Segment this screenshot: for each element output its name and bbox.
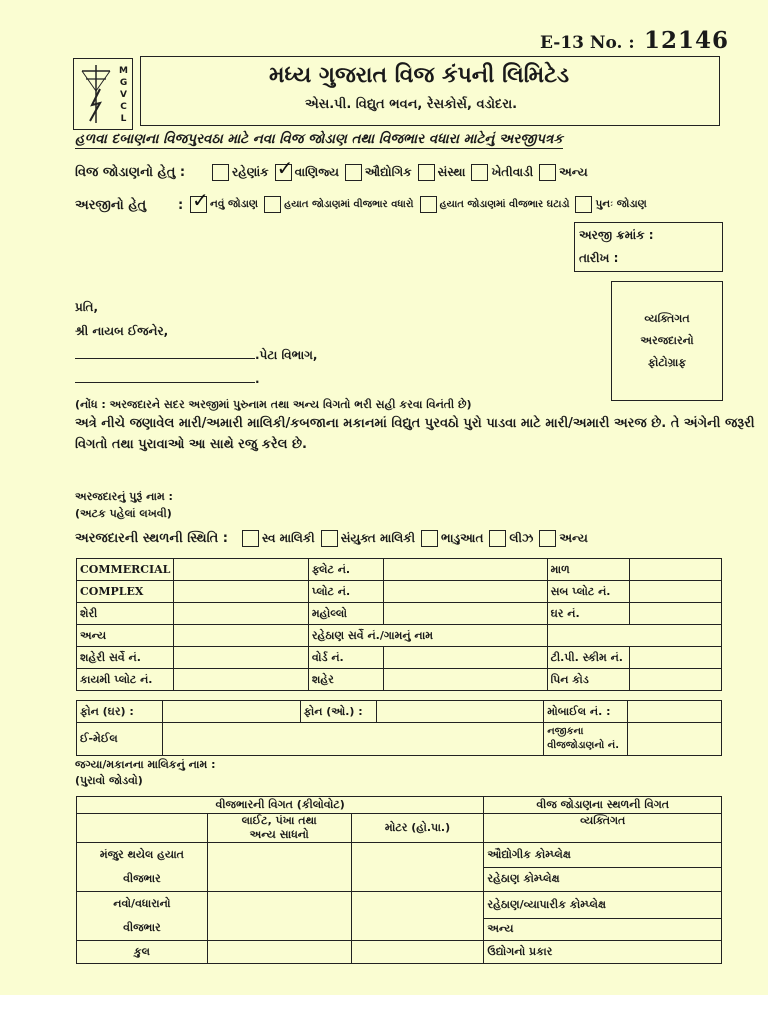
checkbox[interactable] — [418, 164, 435, 181]
application-number-label: અરજી ક્રમાંક : — [579, 228, 654, 242]
officer-label: શ્રી નાયબ ઈજનેર, — [75, 324, 169, 338]
application-purpose-options — [190, 196, 653, 213]
table-cell-label: વોર્ડ નં. — [308, 647, 383, 669]
new-light-input[interactable] — [207, 892, 351, 941]
table-row — [77, 892, 722, 919]
application-date-label: તારીખ : — [579, 251, 619, 265]
table-cell-input[interactable] — [383, 581, 547, 603]
table-cell-empty — [77, 814, 208, 843]
table-cell-input[interactable] — [383, 603, 547, 625]
email-label: ઈ-મેઈલ — [77, 723, 163, 756]
table-cell-input[interactable] — [174, 625, 308, 647]
load-details-table — [76, 796, 722, 964]
table-cell-label: ઘર નં. — [547, 603, 630, 625]
total-motor-input[interactable] — [351, 941, 484, 964]
new-motor-input[interactable] — [351, 892, 484, 941]
address-extra-line — [75, 368, 260, 387]
company-address: એસ.પી. વિદ્યુત ભવન, રેસકોર્સ, વડોદરા. — [305, 97, 518, 112]
checkbox-checked[interactable] — [275, 164, 292, 181]
industry-type[interactable]: ઉદ્યોગનો પ્રકાર — [484, 941, 722, 964]
table-cell-label: COMMERCIAL — [77, 559, 174, 581]
checkbox[interactable] — [489, 530, 506, 547]
form-number-label: E-13 No. : — [540, 33, 635, 53]
purpose-option-commercial[interactable]: ✓ વાણિજ્ય — [275, 164, 339, 181]
table-cell-input[interactable] — [630, 603, 722, 625]
table-row — [77, 701, 722, 723]
table-row — [77, 941, 722, 964]
existing-motor-input[interactable] — [351, 843, 484, 892]
status-option-own[interactable]: સ્વ માલિકી — [242, 530, 315, 547]
photo-box[interactable] — [611, 281, 723, 401]
phone-home-label: ફોન (ઘર) : — [77, 701, 163, 723]
light-fan-header: લાઈટ, પંખા તથા અન્ય સાધનો — [207, 814, 351, 843]
table-cell-label: શહેર — [308, 669, 383, 691]
request-line-1: અત્રે નીચે જણાવેલ મારી/અમારી માલિકી/કબજાના મકાનમાં વિદ્યુત પુરવઠો પુરો પાડવા માટે મારી/અમારી અરજ છે. તે અંગેની જરૂરી — [75, 416, 755, 431]
table-row — [77, 603, 722, 625]
email-input[interactable] — [162, 723, 543, 756]
purpose-option-industrial[interactable]: ઔદ્યોગિક — [345, 164, 412, 181]
application-option-new[interactable]: ✓ નવું જોડાણ — [190, 196, 258, 213]
site-details-header: વીજ જોડાણના સ્થળની વિગત — [484, 797, 722, 814]
status-option-tenant[interactable]: ભાડુઆત — [421, 530, 483, 547]
premises-status-options — [242, 530, 594, 547]
table-row — [77, 625, 722, 647]
table-cell-input[interactable] — [383, 559, 547, 581]
checkbox[interactable] — [420, 196, 437, 213]
checkbox[interactable] — [539, 164, 556, 181]
table-cell-label: ફ્લેટ નં. — [308, 559, 383, 581]
table-row — [77, 843, 722, 868]
purpose-option-residential[interactable]: રહેણાંક — [212, 164, 269, 181]
motor-hp-header: મોટર (હો.પા.) — [351, 814, 484, 843]
checkbox[interactable] — [321, 530, 338, 547]
table-row — [77, 581, 722, 603]
table-cell-input[interactable] — [174, 581, 308, 603]
table-cell-label: કાયમી પ્લોટ નં. — [77, 669, 174, 691]
checkbox[interactable] — [421, 530, 438, 547]
table-row — [77, 814, 722, 843]
table-cell-label: પિન કોડ — [547, 669, 630, 691]
table-cell-label: પ્લોટ નં. — [308, 581, 383, 603]
checkbox[interactable] — [471, 164, 488, 181]
connection-purpose-label: વિજ જોડાણનો હેતુ : — [75, 165, 186, 180]
application-number-box — [574, 222, 723, 272]
table-cell-input[interactable] — [630, 647, 722, 669]
site-industrial-complex[interactable]: ઔદ્યોગીક કોમ્પ્લેક્ષ — [484, 843, 722, 868]
table-row — [77, 723, 722, 756]
mgvcl-logo — [73, 58, 133, 130]
table-cell-label: મહોલ્લો — [308, 603, 383, 625]
photo-label-3: ફોટોગ્રાફ — [647, 356, 687, 369]
status-option-joint[interactable]: સંયુક્ત માલિકી — [321, 530, 415, 547]
dot: . — [255, 372, 260, 386]
table-cell-input[interactable] — [174, 559, 308, 581]
phone-office-label: ફોન (ઓ.) : — [300, 701, 376, 723]
table-cell-label: રહેઠાણ સર્વે નં./ગામનું નામ — [308, 625, 547, 647]
total-light-input[interactable] — [207, 941, 351, 964]
photo-label-2: અરજદારનો — [640, 334, 694, 347]
table-row — [77, 647, 722, 669]
owner-name-hint: (પુરાવો જોડવો) — [75, 774, 143, 787]
scan-bottom-margin — [0, 995, 768, 1024]
table-cell-input[interactable] — [630, 581, 722, 603]
purpose-option-other[interactable]: અન્ય — [539, 164, 588, 181]
checkbox[interactable] — [264, 196, 281, 213]
subdivision-line — [75, 344, 318, 363]
checkbox[interactable] — [242, 530, 259, 547]
mobile-input[interactable] — [628, 701, 722, 723]
checkbox[interactable] — [212, 164, 229, 181]
table-cell-label: સબ પ્લોટ નં. — [547, 581, 630, 603]
address-blank[interactable] — [75, 368, 255, 383]
address-table — [76, 558, 722, 691]
existing-load-label: મંજુર થયેલ હયાત વીજભાર — [77, 843, 208, 892]
table-cell-input[interactable] — [174, 669, 308, 691]
colon: : — [178, 198, 184, 213]
table-cell-label: ટી.પી. સ્કીમ નં. — [547, 647, 630, 669]
purpose-option-agriculture[interactable]: ખેતીવાડી — [471, 164, 533, 181]
table-cell-label: શહેરી સર્વે નં. — [77, 647, 174, 669]
table-cell-input[interactable] — [383, 647, 547, 669]
company-header — [140, 56, 720, 126]
table-row — [77, 559, 722, 581]
contact-table — [76, 700, 722, 756]
status-option-lease[interactable]: લીઝ — [489, 530, 533, 547]
nearby-connection-input[interactable] — [628, 723, 722, 756]
application-option-decrease[interactable]: હયાત જોડાણમાં વીજભાર ઘટાડો — [420, 196, 570, 213]
table-row — [77, 797, 722, 814]
site-other[interactable]: અન્ય — [484, 918, 722, 940]
mobile-label: મોબાઈલ નં. : — [544, 701, 628, 723]
application-purpose-label: અરજીનો હેતુ — [75, 198, 147, 213]
table-cell-input[interactable] — [547, 625, 721, 647]
table-cell-label: અન્ય — [77, 625, 174, 647]
company-name: મધ્ય ગુજરાત વિજ કંપની લિમિટેડ — [269, 63, 570, 88]
existing-light-input[interactable] — [207, 843, 351, 892]
to-label: પ્રતિ, — [75, 300, 99, 314]
nearby-connection-label: નજીકના વીજજોડાણનો નં. — [544, 723, 628, 756]
table-cell-input[interactable] — [174, 647, 308, 669]
applicant-name-hint: (અટક પહેલાં લખવી) — [75, 507, 172, 520]
subdivision-label: .પેટા વિભાગ, — [255, 348, 318, 362]
checkbox[interactable] — [539, 530, 556, 547]
note-text: (નોંધ : અરજદારને સદર અરજીમાં પુરુનામ તથા અન્ય વિગતો ભરી સહી કરવા વિનંતી છે) — [75, 398, 472, 411]
photo-label-1: વ્યક્તિગત — [644, 312, 690, 325]
table-cell-input[interactable] — [630, 559, 722, 581]
checkbox-checked[interactable] — [190, 196, 207, 213]
checkbox[interactable] — [575, 196, 592, 213]
site-residential-complex[interactable]: રહેઠાણ કોમ્પ્લેક્ષ — [484, 867, 722, 892]
table-cell-label: શેરી — [77, 603, 174, 625]
request-line-2: વિગતો તથા પુરાવાઓ આ સાથે રજુ કરેલ છે. — [75, 437, 307, 452]
table-cell-input[interactable] — [630, 669, 722, 691]
phone-office-input[interactable] — [376, 701, 544, 723]
table-cell-input[interactable] — [383, 669, 547, 691]
table-row — [77, 669, 722, 691]
application-option-reconnect[interactable]: પુનઃ જોડાણ — [575, 196, 646, 213]
applicant-name-label: અરજદારનું પુરૂં નામ : — [75, 490, 173, 503]
site-personal[interactable]: વ્યક્તિગત — [484, 814, 722, 843]
new-load-label: નવો/વધારાનો વીજભાર — [77, 892, 208, 941]
subdivision-blank[interactable] — [75, 344, 255, 359]
site-residential-commercial-complex[interactable]: રહેઠાણ/વ્યાપારીક કોમ્પ્લેક્ષ — [484, 892, 722, 919]
premises-status-label: અરજદારની સ્થળની સ્થિતિ : — [75, 531, 228, 546]
purpose-option-institution[interactable]: સંસ્થા — [418, 164, 466, 181]
load-details-header: વીજભારની વિગત (કીલોવોટ) — [77, 797, 484, 814]
table-cell-input[interactable] — [174, 603, 308, 625]
logo-letters: M G V C L — [119, 66, 128, 124]
phone-home-input[interactable] — [162, 701, 300, 723]
status-option-other[interactable]: અન્ય — [539, 530, 588, 547]
form-subject: હળવા દબાણના વિજપુરવઠા માટે નવા વિજ જોડાણ તથા વિજભાર વધારા માટેનું અરજીપત્રક — [75, 131, 563, 147]
form-number: 12146 — [644, 27, 730, 54]
table-cell-label: COMPLEX — [77, 581, 174, 603]
owner-name-label: જગ્યા/મકાનના માલિકનું નામ : — [75, 758, 216, 771]
total-label: કુલ — [77, 941, 208, 964]
application-option-increase[interactable]: હયાત જોડાણમાં વીજભાર વધારો — [264, 196, 413, 213]
transmission-tower-icon — [76, 61, 116, 127]
checkbox[interactable] — [345, 164, 362, 181]
connection-purpose-options — [212, 164, 594, 181]
table-cell-label: માળ — [547, 559, 630, 581]
